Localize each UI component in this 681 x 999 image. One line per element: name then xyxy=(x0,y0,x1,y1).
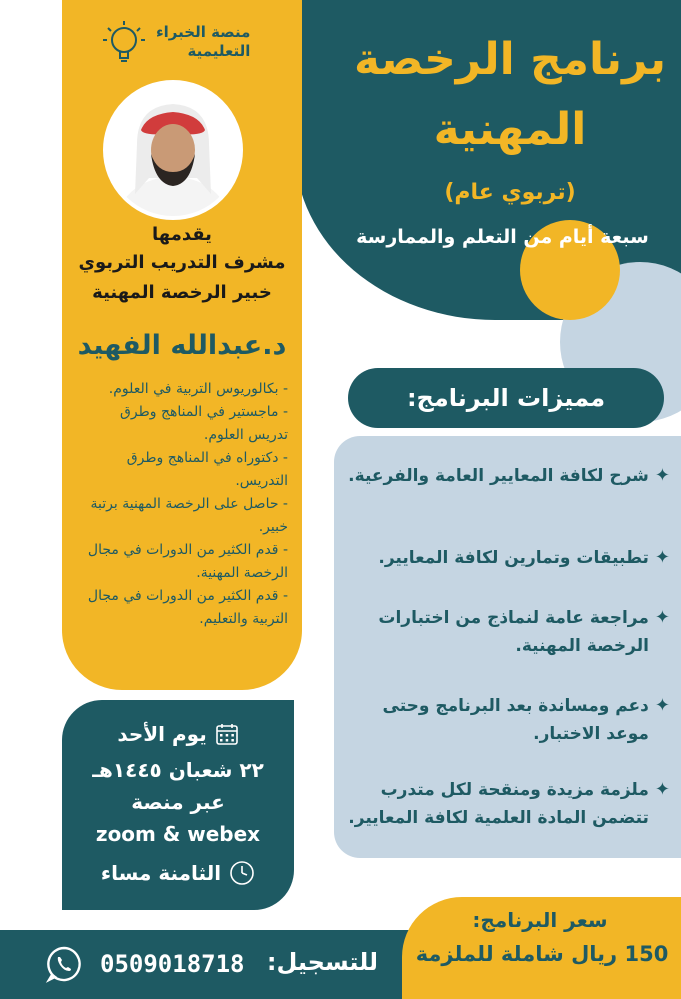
feature-text: تطبيقات وتمارين لكافة المعايير. xyxy=(378,548,649,568)
presenter-name: د.عبدالله الفهيد xyxy=(77,330,287,361)
feature-item xyxy=(340,462,670,490)
schedule-day-text: يوم الأحد xyxy=(117,722,207,746)
cv-item: - قدم الكثير من الدورات في مجال الرخصة المهنية. xyxy=(87,542,288,581)
schedule-day xyxy=(72,722,284,746)
feature-item xyxy=(340,604,670,660)
register-phone[interactable]: 0509018718 xyxy=(100,950,245,978)
presenter-cv xyxy=(78,378,288,631)
logo-text xyxy=(156,23,250,61)
feature-text: دعم ومساندة بعد البرنامج وحتى موعد الاختبار. xyxy=(382,696,649,744)
price-label: سعر البرنامج: xyxy=(472,908,608,932)
presenter-intro: يقدمها xyxy=(152,224,212,245)
lightbulb-icon xyxy=(100,18,148,66)
sparkle-icon: ✦ xyxy=(654,695,670,716)
features-heading: مميزات البرنامج: xyxy=(348,368,664,428)
feature-item xyxy=(340,776,670,832)
sparkle-icon: ✦ xyxy=(654,779,670,800)
logo xyxy=(100,14,280,70)
cv-item: - ماجستير في المناهج وطرق تدريس العلوم. xyxy=(120,404,288,443)
feature-item xyxy=(340,692,670,748)
feature-text: شرح لكافة المعايير العامة والفرعية. xyxy=(348,466,649,486)
presenter-photo xyxy=(103,80,243,220)
price-value: 150 ريال شاملة للملزمة xyxy=(415,942,669,966)
schedule-time xyxy=(72,860,284,886)
schedule-via: عبر منصة xyxy=(131,790,225,814)
tagline: سبعة أيام من التعلم والممارسة xyxy=(356,226,649,248)
feature-item xyxy=(340,544,670,572)
cv-item: - قدم الكثير من الدورات في مجال التربية والتعليم. xyxy=(87,588,288,627)
schedule-time-text: الثامنة مساء xyxy=(100,861,222,885)
subtitle: (تربوي عام) xyxy=(444,180,576,205)
whatsapp-icon[interactable] xyxy=(44,944,84,984)
presenter-role-1: مشرف التدريب التربوي xyxy=(78,252,286,273)
cv-item: - بكالوريوس التربية في العلوم. xyxy=(108,381,288,397)
sparkle-icon: ✦ xyxy=(654,547,670,568)
logo-line-2: التعليمية xyxy=(187,42,251,60)
schedule-date: ٢٢ شعبان ١٤٤٥هـ xyxy=(92,758,264,782)
register-label: للتسجيل: xyxy=(266,948,378,976)
calendar-icon xyxy=(215,722,239,746)
clock-icon xyxy=(229,860,255,886)
feature-text: ملزمة مزيدة ومنقحة لكل متدرب تتضمن المادة العلمية لكافة المعايير. xyxy=(348,780,649,828)
cv-item: - حاصل على الرخصة المهنية برتبة خبير. xyxy=(90,496,288,535)
cv-item: - دكتوراه في المناهج وطرق التدريس. xyxy=(126,450,288,489)
logo-line-1: منصة الخبراء xyxy=(156,23,251,41)
title-line-1: برنامج الرخصة xyxy=(354,34,666,85)
presenter-role-2: خبير الرخصة المهنية xyxy=(92,282,272,303)
schedule-platform: zoom & webex xyxy=(95,822,261,846)
sparkle-icon: ✦ xyxy=(654,607,670,628)
presenter-portrait xyxy=(107,84,239,216)
sparkle-icon: ✦ xyxy=(654,465,670,486)
feature-text: مراجعة عامة لنماذج من اختبارات الرخصة المهنية. xyxy=(378,608,649,656)
title-line-2: المهنية xyxy=(433,104,587,155)
